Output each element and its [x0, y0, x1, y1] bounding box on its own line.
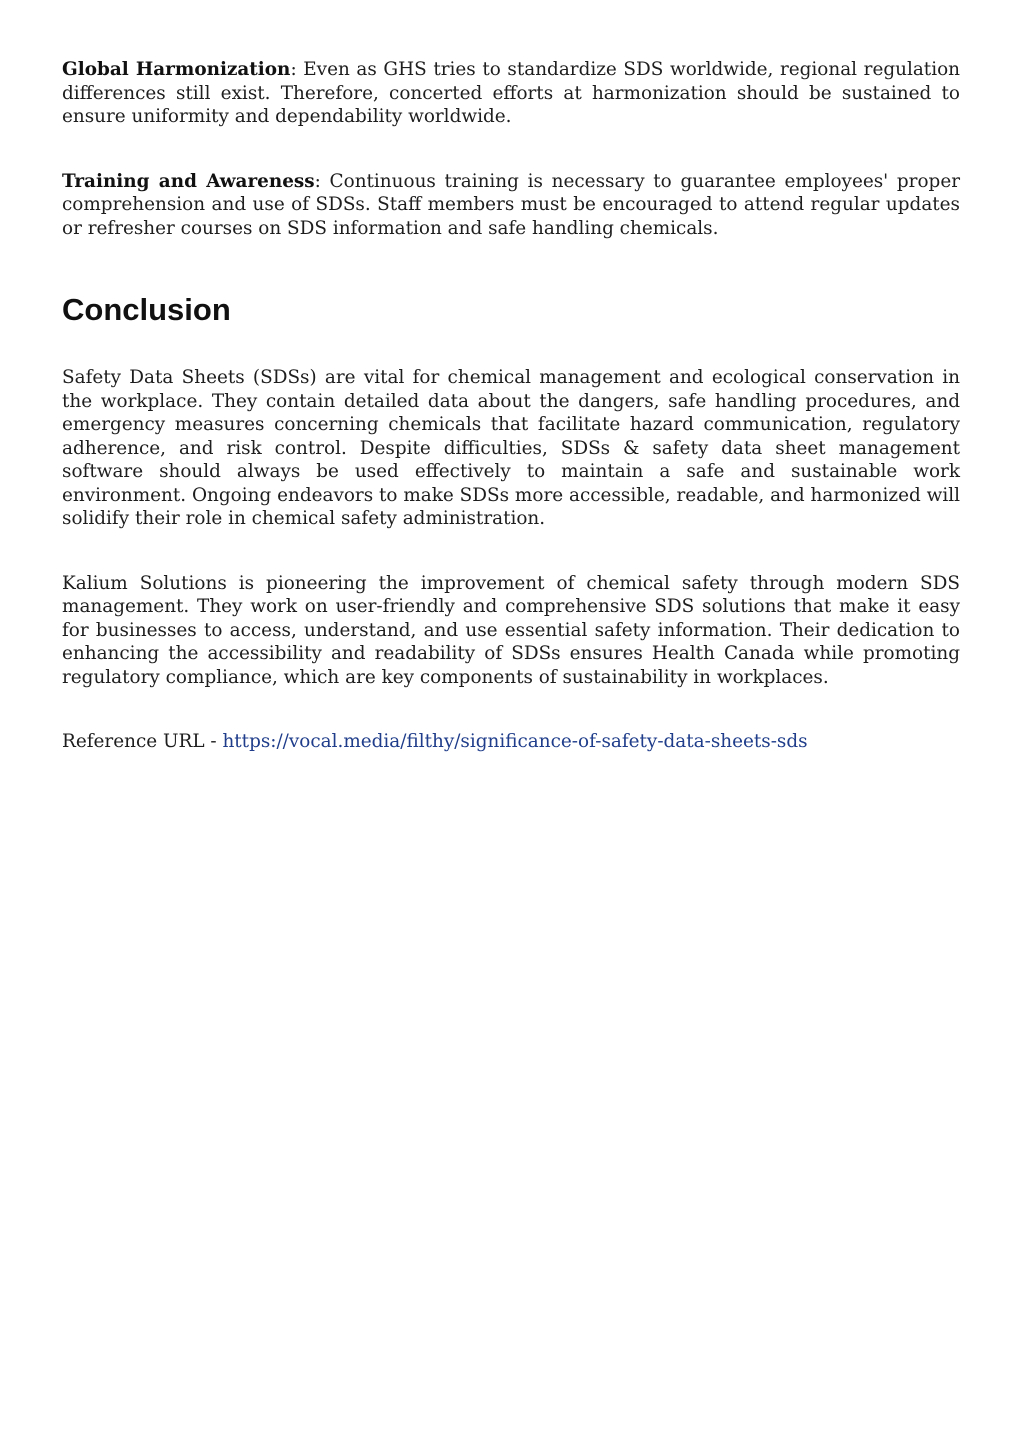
- conclusion-paragraph-1: Safety Data Sheets (SDSs) are vital for chemical management and ecological conservation in the workplace. They contain detailed data about the dangers, safe handling procedures, and emergency measures concerning chemicals that facilitate hazard communication, regulatory adherence, and risk control. Despite difficulties, SDSs & safety data sheet management software should always be used effectively to maintain a safe and sustainable work environment. Ongoing endeavors to make SDSs more accessible, readable, and harmonized will solidify their role in chemical safety administration.: [62, 367, 960, 529]
- training-awareness-paragraph: [62, 170, 960, 241]
- training-awareness-separator: :: [314, 170, 330, 192]
- global-harmonization-separator: :: [290, 59, 304, 80]
- conclusion-paragraph-2: Kalium Solutions is pioneering the improvement of chemical safety through modern SDS management. They work on user-friendly and comprehensive SDS solutions that make it easy for businesses to access, understand, and use essential safety information. Their dedication to enhancing the accessibility and readability of SDSs ensures Health Canada while promoting regulatory compliance, which are key components of sustainability in workplaces.: [62, 572, 960, 688]
- training-awareness-text: Continuous training is necessary to guarantee employees' proper comprehension and use of SDSs. Staff members must be encouraged to attend regular updates or refresher courses on SDS information and safe handling chemicals.: [62, 170, 960, 239]
- conclusion-heading: Conclusion: [62, 292, 231, 327]
- reference-label: Reference URL -: [62, 731, 223, 752]
- reference-url-link[interactable]: https://vocal.media/filthy/significance-of-safety-data-sheets-sds: [222, 731, 808, 752]
- global-harmonization-term: Global Harmonization: [62, 59, 291, 80]
- document-page: [62, 58, 960, 754]
- global-harmonization-paragraph: [62, 58, 960, 129]
- global-harmonization-text: Even as GHS tries to standardize SDS worldwide, regional regulation differences still exist. Therefore, concerted efforts at harmonization should be sustained to ensure uniformity and dependability worldwide.: [62, 59, 960, 127]
- reference-line: [62, 730, 960, 754]
- training-awareness-term: Training and Awareness: [62, 170, 315, 192]
